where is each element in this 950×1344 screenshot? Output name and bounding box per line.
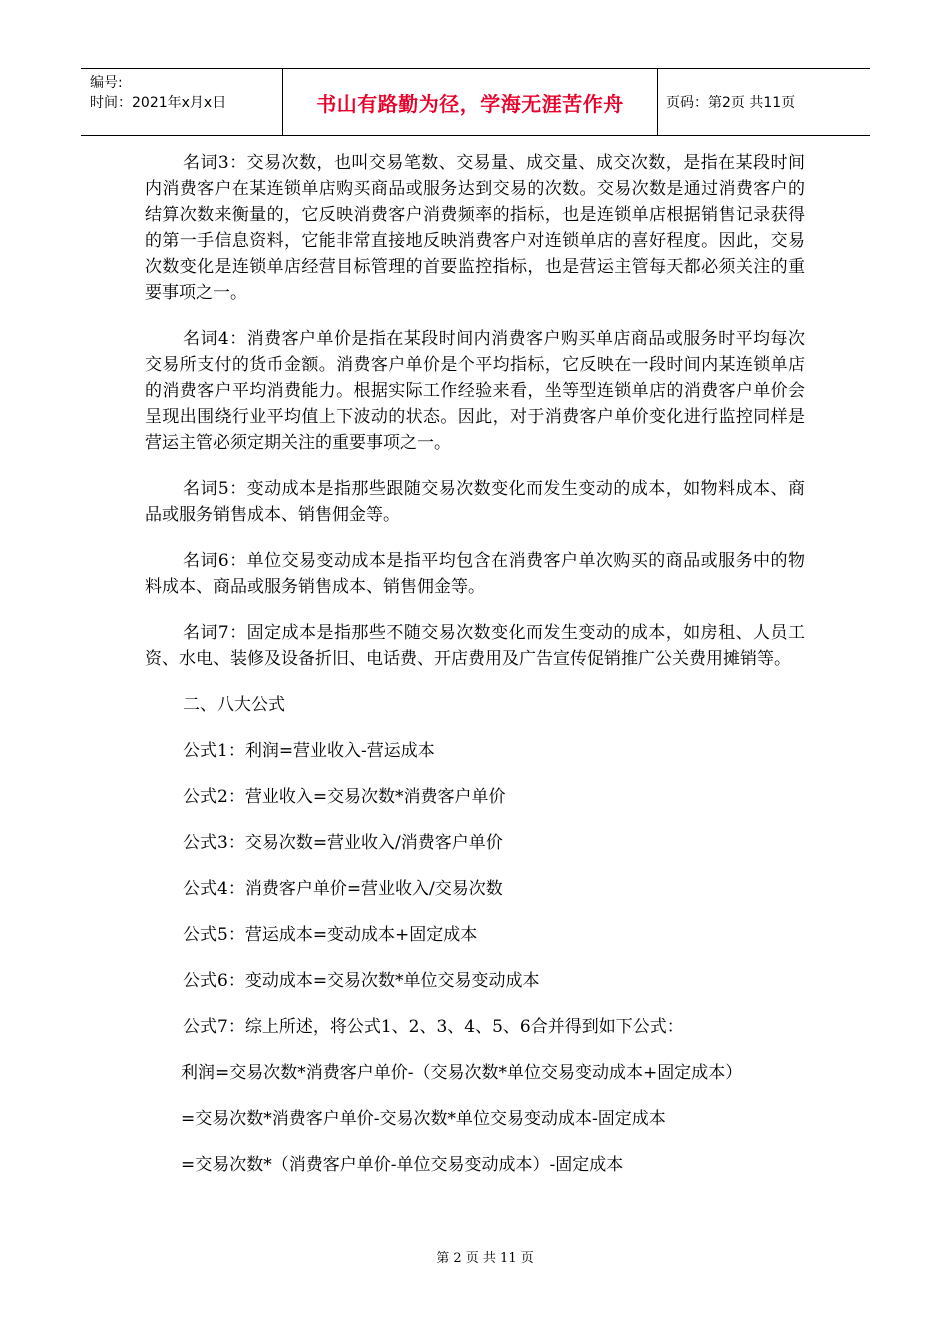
section-title: 二、八大公式: [183, 695, 285, 715]
formula-1: 公式1：利润=营业收入-营运成本: [183, 741, 435, 761]
document-body: [145, 150, 805, 1198]
header-page-info: 页码：第2页 共11页: [666, 95, 796, 111]
formula-3: 公式3：交易次数=营业收入/消费客户单价: [183, 833, 503, 853]
header-meta-cell: [81, 69, 283, 135]
formula-5: 公式5：营运成本=变动成本+固定成本: [183, 925, 478, 945]
paragraph-term-5: 名词5：变动成本是指那些跟随交易次数变化而发生变动的成本，如物料成本、商品或服务销售成本、销售佣金等。: [145, 479, 805, 525]
derivation-line-1: 利润=交易次数*消费客户单价-（交易次数*单位交易变动成本+固定成本）: [181, 1063, 743, 1083]
formula-2: 公式2：营业收入=交易次数*消费客户单价: [183, 787, 506, 807]
document-header: [81, 68, 870, 136]
formula-4: 公式4：消费客户单价=营业收入/交易次数: [183, 879, 503, 899]
page-footer: 第 2 页 共 11 页: [436, 1251, 534, 1266]
derivation-line-2: =交易次数*消费客户单价-交易次数*单位交易变动成本-固定成本: [181, 1109, 666, 1129]
paragraph-term-3: 名词3：交易次数，也叫交易笔数、交易量、成交量、成交次数，是指在某段时间内消费客户在某连锁单店购买商品或服务达到交易的次数。交易次数是通过消费客户的结算次数来衡量的，它反映消费客户消费频率的指标，也是连锁单店根据销售记录获得的第一手信息资料，它能非常直接地反映消费客户对连锁单店的喜好程度。因此，交易次数变化是连锁单店经营目标管理的首要监控指标，也是营运主管每天都必须关注的重要事项之一。: [145, 153, 805, 303]
paragraph-term-6: 名词6：单位交易变动成本是指平均包含在消费客户单次购买的商品或服务中的物料成本、商品或服务销售成本、销售佣金等。: [145, 551, 805, 597]
header-motto: 书山有路勤为径，学海无涯苦作舟: [283, 69, 658, 135]
formula-6: 公式6：变动成本=交易次数*单位交易变动成本: [183, 971, 540, 991]
paragraph-term-4: 名词4：消费客户单价是指在某段时间内消费客户购买单店商品或服务时平均每次交易所支付的货币金额。消费客户单价是个平均指标，它反映在一段时间内某连锁单店的消费客户平均消费能力。根据实际工作经验来看，坐等型连锁单店的消费客户单价会呈现出围绕行业平均值上下波动的状态。因此，对于消费客户单价变化进行监控同样是营运主管必须定期关注的重要事项之一。: [145, 329, 805, 453]
derivation-line-3: =交易次数*（消费客户单价-单位交易变动成本）-固定成本: [181, 1155, 624, 1175]
paragraph-term-7: 名词7：固定成本是指那些不随交易次数变化而发生变动的成本，如房租、人员工资、水电、装修及设备折旧、电话费、开店费用及广告宣传促销推广公关费用摊销等。: [145, 623, 805, 669]
header-time-label: 时间：2021年x月x日: [90, 95, 227, 111]
formula-7: 公式7：综上所述，将公式1、2、3、4、5、6合并得到如下公式：: [183, 1017, 684, 1037]
header-number-label: 编号:: [90, 75, 123, 91]
